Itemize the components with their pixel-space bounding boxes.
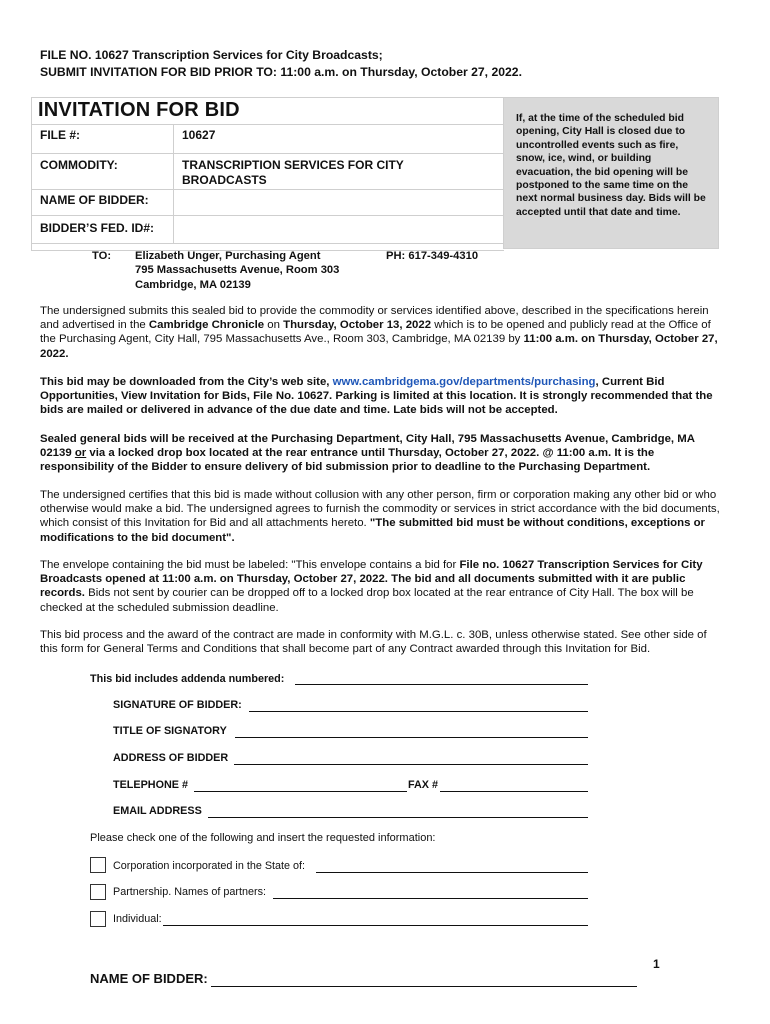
commodity-value-line-2: BROADCASTS bbox=[182, 173, 267, 187]
divider bbox=[31, 153, 503, 154]
paragraph-envelope bbox=[40, 558, 720, 615]
commodity-label: COMMODITY: bbox=[40, 158, 118, 172]
text: The undersigned submits this sealed bid to provide the commodity or services identified above, described in the specifications herein and advertised in the bbox=[40, 305, 709, 332]
partnership-checkbox[interactable] bbox=[90, 884, 106, 900]
form-title: INVITATION FOR BID bbox=[38, 99, 240, 121]
corporation-checkbox[interactable] bbox=[90, 857, 106, 873]
opening-time: 11:00 a.m. on Thursday, October 27, 2022. bbox=[40, 333, 718, 360]
signatory-title-label: TITLE OF SIGNATORY bbox=[113, 725, 227, 737]
check-instruction: Please check one of the following and insert the requested information: bbox=[90, 832, 436, 844]
address-field[interactable] bbox=[234, 764, 588, 765]
agent-city: Cambridge, MA 02139 bbox=[135, 278, 251, 291]
paragraph-download bbox=[40, 375, 720, 418]
agent-name: Elizabeth Unger, Purchasing Agent bbox=[135, 250, 321, 262]
text: Bids not sent by courier can be dropped off to a locked drop box located at the rear entrance of City Hall. The box will be checked at the scheduled submission deadline. bbox=[40, 587, 694, 614]
text: "The submitted bid must be without conditions, exceptions or modifications to the bid document". bbox=[40, 517, 705, 544]
text: File no. 10627 Transcription Services for City Broadcasts opened at 11:00 a.m. on Thursday, October 27, 2022. The bid and all documents submitted with it are public records. bbox=[40, 559, 703, 600]
column-divider bbox=[173, 124, 174, 243]
footer-bidder-name-label: NAME OF BIDDER: bbox=[90, 971, 208, 986]
signatory-title-field[interactable] bbox=[235, 737, 588, 738]
divider bbox=[31, 215, 503, 216]
file-value: 10627 bbox=[182, 128, 216, 142]
email-label: EMAIL ADDRESS bbox=[113, 805, 202, 817]
text: via a locked drop box located at the rear entrance until Thursday, October 27, 2022. @ 11:00 a.m. It is the responsibility of the Bidder to ensure delivery of bid submission prior to deadline to the Purchasing Department. bbox=[40, 447, 655, 474]
paragraph-submission bbox=[40, 304, 720, 361]
fax-field[interactable] bbox=[440, 791, 588, 792]
to-label: TO: bbox=[92, 250, 112, 262]
individual-field[interactable] bbox=[163, 925, 588, 926]
bidder-name-field[interactable] bbox=[178, 191, 498, 213]
agent-street: 795 Massachusetts Avenue, Room 303 bbox=[135, 264, 340, 277]
commodity-value-line-1: TRANSCRIPTION SERVICES FOR CITY bbox=[182, 158, 404, 172]
fed-id-field[interactable] bbox=[178, 218, 498, 241]
email-field[interactable] bbox=[208, 817, 588, 818]
text: on bbox=[264, 319, 284, 332]
header-line-2: SUBMIT INVITATION FOR BID PRIOR TO: 11:00 a.m. on Thursday, October 27, 2022. bbox=[40, 65, 522, 79]
text: The envelope containing the bid must be labeled: "This envelope contains a bid for bbox=[40, 559, 460, 571]
website-link[interactable]: www.cambridgema.gov/departments/purchasing bbox=[332, 376, 596, 388]
address-label: ADDRESS OF BIDDER bbox=[113, 752, 229, 764]
telephone-label: TELEPHONE # bbox=[113, 779, 188, 791]
text: which is to be opened and publicly read at the Office of the Purchasing Agent, City Hall, 795 Massachusetts Ave., Room 303, Cambridge, MA 02139 by bbox=[40, 319, 711, 346]
bidder-name-label: NAME OF BIDDER: bbox=[40, 193, 149, 207]
fax-label: FAX # bbox=[408, 779, 439, 791]
signature-field[interactable] bbox=[249, 711, 588, 712]
partnership-label: Partnership. Names of partners: bbox=[113, 886, 267, 898]
text: The undersigned certifies that this bid is made without collusion with any other person, firm or corporation making any other bid or who otherwise would make a bid. The undersigned agrees to furnish the commodity or services in strict accordance with the bid documents, which consist of this Invitation for Bid and all attachments hereto. bbox=[40, 489, 720, 530]
text: , Current Bid Opportunities, View Invitation for Bids, File No. 10627. Parking is limited at this location. It is strongly recommended that the bids are mailed or delivered in advance of the due date and time. Late bids will not be accepted. bbox=[40, 376, 713, 417]
phone-number: PH: 617-349-4310 bbox=[386, 250, 479, 262]
paragraph-sealed-bids bbox=[40, 432, 720, 475]
paragraph-conformity: This bid process and the award of the contract are made in conformity with M.G.L. c. 30B, unless otherwise stated. See other side of this form for General Terms and Conditions that shall become part of any Contract awarded through this Invitation for Bid. bbox=[40, 629, 707, 656]
corporation-state-field[interactable] bbox=[316, 872, 588, 873]
text: or bbox=[74, 447, 87, 460]
individual-checkbox[interactable] bbox=[90, 911, 106, 927]
document-header bbox=[40, 47, 740, 81]
corporation-label: Corporation incorporated in the State of: bbox=[113, 860, 306, 872]
footer-bidder-name-field[interactable] bbox=[211, 986, 637, 987]
addenda-field[interactable] bbox=[295, 684, 588, 685]
divider bbox=[31, 243, 503, 244]
signature-label: SIGNATURE OF BIDDER: bbox=[113, 699, 242, 711]
newspaper-name: Cambridge Chronicle bbox=[148, 319, 265, 332]
text: Sealed general bids will be received at the Purchasing Department, City Hall, 795 Massachusetts Avenue, Cambridge, MA 02139 bbox=[40, 433, 695, 460]
purchasing-agent-address bbox=[135, 249, 339, 292]
advertised-date: Thursday, October 13, 2022 bbox=[283, 319, 432, 332]
divider bbox=[31, 189, 503, 190]
individual-label: Individual: bbox=[113, 913, 162, 925]
page-number: 1 bbox=[653, 957, 660, 971]
telephone-field[interactable] bbox=[194, 791, 407, 792]
file-label: FILE #: bbox=[40, 128, 81, 142]
paragraph-certification bbox=[40, 488, 720, 545]
addenda-label: This bid includes addenda numbered: bbox=[90, 673, 285, 685]
header-line-1: FILE NO. 10627 Transcription Services for City Broadcasts; bbox=[40, 48, 383, 62]
closure-notice: If, at the time of the scheduled bid opening, City Hall is closed due to uncontrolled events such as fire, snow, ice, wind, or building evacuation, the bid opening will be postponed to the same time on the next normal business day. Bids will be accepted until that date and time. bbox=[503, 97, 719, 249]
partners-field[interactable] bbox=[273, 898, 588, 899]
text: This bid may be downloaded from the City’s web site, bbox=[40, 376, 333, 388]
divider bbox=[31, 124, 503, 125]
fed-id-label: BIDDER’S FED. ID#: bbox=[40, 221, 155, 235]
